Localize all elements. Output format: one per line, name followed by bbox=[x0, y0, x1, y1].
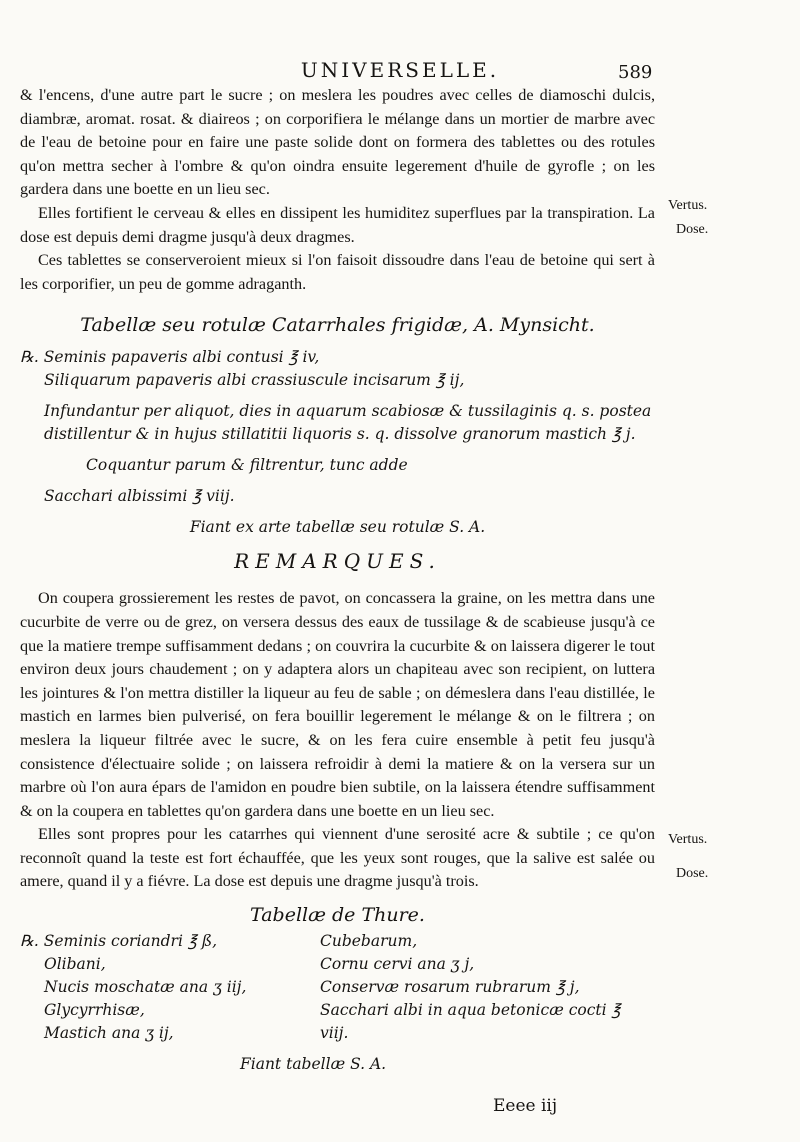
running-head: UNIVERSELLE. bbox=[300, 58, 500, 82]
recipe-line: ℞. Seminis papaveris albi contusi ℥ iv, bbox=[20, 348, 320, 367]
recipe-line: Sacchari albissimi ℥ viij. bbox=[44, 487, 235, 506]
recipe-title: Tabellæ de Thure. bbox=[250, 904, 425, 927]
recipe-line: Coquantur parum & filtrentur, tunc adde bbox=[86, 456, 408, 475]
paragraph-note: Ces tablettes se conserveroient mieux si l'on faisoit dissoudre dans l'eau de betoine qui sert à les corporifier, un peu de gomme adraganth. bbox=[20, 251, 655, 293]
margin-note-vertus: Vertus. bbox=[668, 832, 708, 847]
margin-note-dose: Dose. bbox=[676, 866, 709, 881]
section-heading: REMARQUES. bbox=[234, 549, 441, 574]
main-text-block bbox=[20, 84, 655, 1076]
ingredient-line: Sacchari albi in aqua betonicæ cocti ℥ viij. bbox=[320, 1001, 621, 1043]
ingredient-line: Cornu cervi ana ʒ j, bbox=[320, 955, 475, 974]
ingredient-line: Nucis moschatæ ana ʒ iij, bbox=[44, 978, 247, 997]
signature-mark: Eeee iij bbox=[493, 1096, 558, 1116]
page-number: 589 bbox=[618, 62, 653, 83]
remarques-paragraph: On coupera grossierement les restes de pavot, on concassera la graine, on les mettra dans une cucurbite de verre ou de grez, on versera dessus des eaux de tussilage & de scabieuse jusqu'à ce que la matiere trempe suffisamment dedans ; on couvrira la cucurbite & on laissera digerer le tout environ deux jours chaudement ; on y adaptera alors un chapiteau avec son recipient, on luttera les jointures & l'on mettra distiller la liqueur au feu de sable ; on démeslera dans l'eau distillée, le mastich en larmes bien pulverisé, on fera bouillir legerement le mélange & on le filtrera ; on meslera la liqueur filtrée avec le sucre, & on les fera cuire ensemble à petit feu jusqu'à consistence d'électuaire solide ; on laissera refroidir à demi la matiere & on la versera sur un marbre où l'on aura épars de l'amidon en poudre bien subtile, on la laissera étendre suffisamment & on la coupera en tablettes qu'on gardera dans une boette en un lieu sec. bbox=[20, 589, 655, 820]
ingredient-line: Mastich ana ʒ ij, bbox=[44, 1024, 174, 1043]
remarques-paragraph: Elles sont propres pour les catarrhes qui viennent d'une serosité acre & subtile ; ce qu'on reconnoît quand la teste est fort échauffée, que les yeux sont rouges, que la salive est salée ou amere, quand il y a fiévre. La dose est depuis une dragme jusqu'à trois. bbox=[20, 825, 655, 891]
ingredient-line: Cubebarum, bbox=[320, 932, 418, 951]
ingredient-column-left bbox=[20, 930, 320, 1045]
recipe-line: Siliquarum papaveris albi crassiuscule incisarum ℥ ij, bbox=[44, 371, 465, 390]
margin-note-dose: Dose. bbox=[676, 222, 709, 237]
ingredient-line: ℞. Seminis coriandri ℥ ß, bbox=[20, 932, 217, 951]
paragraph-preparation: & l'encens, d'une autre part le sucre ; on meslera les poudres avec celles de diamoschi dulcis, diambræ, aromat. rosat. & diaireos ; on corporifiera le mélange dans un mortier de marbre avec de l'eau de betoine pour en faire une paste solide dont on formera des tablettes ou des rotules qu'on mettra secher à l'ombre & qu'on oindra ensuite legerement d'huile de gyrofle ; on les gardera dans une boette en un lieu sec. bbox=[20, 86, 655, 199]
ingredient-line: Olibani, bbox=[44, 955, 106, 974]
recipe-line: Infundantur per aliquot, dies in aquarum scabiosæ & tussilaginis q. s. postea distillentur & in hujus stillatitii liquoris s. q. dissolve granorum mastich ℥ j. bbox=[44, 402, 652, 444]
recipe-closing: Fiant tabellæ S. A. bbox=[240, 1055, 387, 1074]
ingredient-columns bbox=[20, 930, 655, 1045]
ingredient-line: Conservæ rosarum rubrarum ℥ j, bbox=[320, 978, 580, 997]
recipe-closing: Fiant ex arte tabellæ seu rotulæ S. A. bbox=[189, 518, 486, 537]
ingredient-line: Glycyrrhisæ, bbox=[44, 1001, 145, 1020]
ingredient-column-right bbox=[320, 930, 650, 1045]
margin-note-vertus: Vertus. bbox=[668, 198, 708, 213]
paragraph-virtues: Elles fortifient le cerveau & elles en dissipent les humiditez superflues par la transpiration. La dose est depuis demi dragme jusqu'à deux dragmes. bbox=[20, 203, 655, 246]
recipe-title: Tabellæ seu rotulæ Catarrhales frigidæ, A. Mynsicht. bbox=[80, 314, 595, 337]
